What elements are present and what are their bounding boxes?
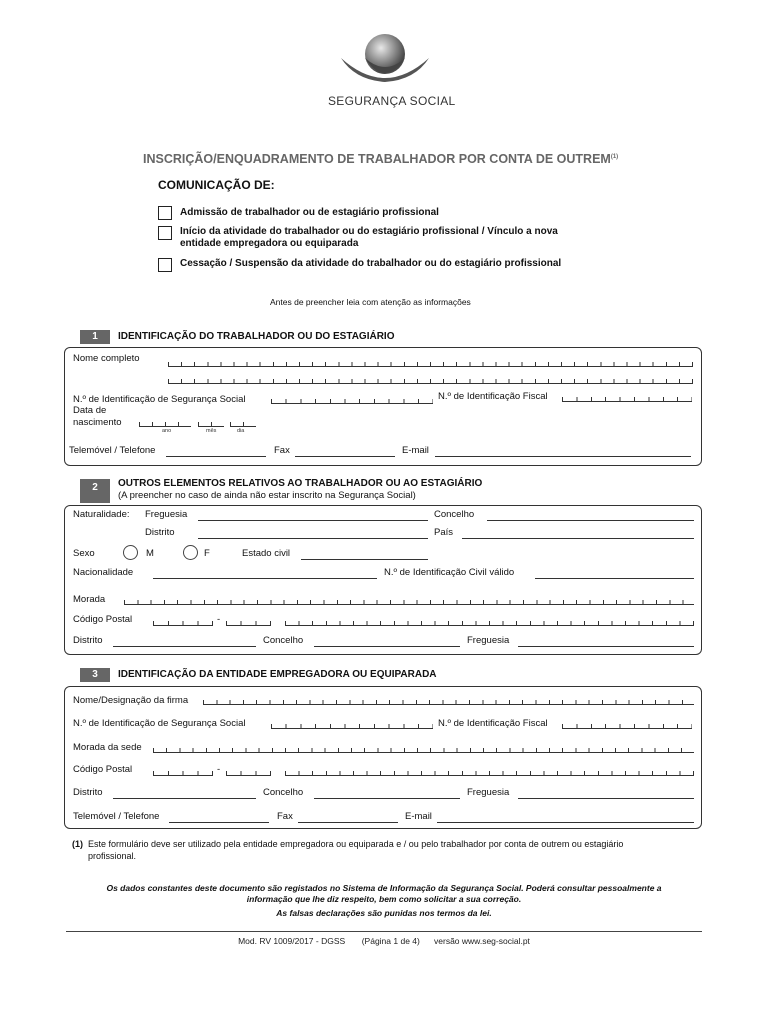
codigo-postal-dash: - xyxy=(217,614,221,625)
intro-note: Antes de preencher leia com atenção as informações xyxy=(270,297,471,307)
entidade-niss-field[interactable] xyxy=(271,716,433,729)
footnote-marker: (1) xyxy=(72,839,83,849)
concelho2-field[interactable] xyxy=(314,646,460,647)
concelho-label: Concelho xyxy=(434,509,475,520)
comunicacao-label: COMUNICAÇÃO DE: xyxy=(158,178,275,192)
section3-number: 3 xyxy=(80,668,110,682)
section3-title: IDENTIFICAÇÃO DA ENTIDADE EMPREGADORA OU EQUIPARADA xyxy=(118,669,437,680)
model-code: Mod. RV 1009/2017 - DGSS xyxy=(238,936,346,946)
codigo-postal-label: Código Postal xyxy=(73,614,133,625)
telemovel-label: Telemóvel / Telefone xyxy=(69,445,156,456)
email-field[interactable] xyxy=(435,456,691,457)
entidade-niss-label: N.º de Identificação de Segurança Social xyxy=(73,718,246,729)
legal-line-2: informação que lhe diz respeito, bem como solicitar a sua correção. xyxy=(246,894,522,904)
entidade-freguesia-label: Freguesia xyxy=(467,787,510,798)
pais-label: País xyxy=(434,527,454,538)
section3-panel xyxy=(64,686,702,829)
nome-completo-label: Nome completo xyxy=(73,353,140,364)
morada-field[interactable] xyxy=(124,592,694,605)
entidade-concelho-field[interactable] xyxy=(314,798,460,799)
sexo-label: Sexo xyxy=(73,548,95,559)
option-admissao-label: Admissão de trabalhador ou de estagiário profissional xyxy=(180,207,439,218)
entidade-telemovel-label: Telemóvel / Telefone xyxy=(73,811,160,822)
estado-civil-label: Estado civil xyxy=(242,548,291,559)
logo-text: SEGURANÇA SOCIAL xyxy=(328,94,456,108)
localidade-postal-field[interactable] xyxy=(285,613,694,626)
nacionalidade-field[interactable] xyxy=(153,578,377,579)
fax-label: Fax xyxy=(274,445,290,456)
freguesia2-label: Freguesia xyxy=(467,635,510,646)
nif-field[interactable] xyxy=(562,389,692,402)
version-link[interactable]: versão www.seg-social.pt xyxy=(434,936,530,946)
segurança-social-logo-icon xyxy=(335,28,435,88)
niss-label: N.º de Identificação de Segurança Social xyxy=(73,394,246,405)
footer-rule xyxy=(66,931,702,932)
pais-field[interactable] xyxy=(462,538,694,539)
firma-label: Nome/Designação da firma xyxy=(73,695,189,706)
freguesia-label: Freguesia xyxy=(145,509,188,520)
entidade-distrito-field[interactable] xyxy=(113,798,256,799)
entidade-codigo-postal-field-a[interactable] xyxy=(153,763,213,776)
section2-number: 2 xyxy=(80,479,110,503)
entidade-fax-field[interactable] xyxy=(298,822,398,823)
form-title xyxy=(143,152,618,166)
morada-sede-label: Morada da sede xyxy=(73,742,142,753)
fax-field[interactable] xyxy=(295,456,395,457)
footnote-text-1: Este formulário deve ser utilizado pela entidade empregadora ou equiparada e / ou pelo trabalhador por conta de outrem ou estagiário xyxy=(88,839,624,849)
nacionalidade-label: Nacionalidade xyxy=(73,567,134,578)
checkbox-cessacao[interactable] xyxy=(158,258,172,272)
telemovel-field[interactable] xyxy=(166,456,266,457)
distrito-field[interactable] xyxy=(198,538,428,539)
entidade-nif-field[interactable] xyxy=(562,716,692,729)
data-nascimento-label-2: nascimento xyxy=(73,417,122,428)
section1-number: 1 xyxy=(80,330,110,344)
entidade-nif-label: N.º de Identificação Fiscal xyxy=(438,718,548,729)
distrito2-field[interactable] xyxy=(113,646,256,647)
checkbox-admissao[interactable] xyxy=(158,206,172,220)
form-title-text: INSCRIÇÃO/ENQUADRAMENTO DE TRABALHADOR POR CONTA DE OUTREM xyxy=(143,152,611,166)
email-label: E-mail xyxy=(402,445,429,456)
sexo-f-radio[interactable] xyxy=(183,545,198,560)
sexo-m-label: M xyxy=(146,548,154,559)
dia-caption: dia xyxy=(237,428,245,434)
page-number: (Página 1 de 4) xyxy=(361,936,420,946)
data-nascimento-label-1: Data de xyxy=(73,405,107,416)
option-inicio-label-line2: entidade empregadora ou equiparada xyxy=(180,238,359,249)
footnote-text-2: profissional. xyxy=(88,851,137,861)
logo xyxy=(335,28,435,88)
firma-field[interactable] xyxy=(203,692,694,705)
section2-title: OUTROS ELEMENTOS RELATIVOS AO TRABALHADOR OU AO ESTAGIÁRIO xyxy=(118,478,483,489)
entidade-codigo-postal-dash: - xyxy=(217,764,221,775)
sexo-m-radio[interactable] xyxy=(123,545,138,560)
morada-label: Morada xyxy=(73,594,106,605)
distrito2-label: Distrito xyxy=(73,635,103,646)
entidade-freguesia-field[interactable] xyxy=(518,798,694,799)
morada-sede-field[interactable] xyxy=(153,740,694,753)
entidade-codigo-postal-label: Código Postal xyxy=(73,764,133,775)
codigo-postal-field-b[interactable] xyxy=(226,613,271,626)
freguesia2-field[interactable] xyxy=(518,646,694,647)
legal-line-3: As falsas declarações são punidas nos termos da lei. xyxy=(276,908,492,918)
title-footnote-marker: (1) xyxy=(610,153,619,160)
entidade-fax-label: Fax xyxy=(277,811,293,822)
codigo-postal-field-a[interactable] xyxy=(153,613,213,626)
naturalidade-label: Naturalidade: xyxy=(73,509,130,520)
option-inicio-label: Início da atividade do trabalhador ou do estagiário profissional / Vínculo a nova xyxy=(180,226,558,237)
page-footer xyxy=(0,936,768,946)
entidade-distrito-label: Distrito xyxy=(73,787,103,798)
entidade-concelho-label: Concelho xyxy=(263,787,304,798)
option-cessacao-label: Cessação / Suspensão da atividade do trabalhador ou do estagiário profissional xyxy=(180,258,562,269)
estado-civil-field[interactable] xyxy=(301,559,428,560)
entidade-telemovel-field[interactable] xyxy=(169,822,269,823)
freguesia-field[interactable] xyxy=(198,520,428,521)
entidade-email-field[interactable] xyxy=(437,822,694,823)
data-nascimento-ano-field[interactable] xyxy=(139,414,191,427)
legal-line-1: Os dados constantes deste documento são registados no Sistema de Informação da Segurança Social. Poderá consultar pessoalmente a xyxy=(106,883,662,893)
data-nascimento-mes-field[interactable] xyxy=(198,414,224,427)
nic-label: N.º de Identificação Civil válido xyxy=(384,567,515,578)
nif-label: N.º de Identificação Fiscal xyxy=(438,391,548,402)
mes-caption: mês xyxy=(206,428,217,434)
entidade-localidade-postal-field[interactable] xyxy=(285,763,694,776)
nic-field[interactable] xyxy=(535,578,694,579)
concelho-field[interactable] xyxy=(487,520,694,521)
data-nascimento-dia-field[interactable] xyxy=(230,414,256,427)
section1-title: IDENTIFICAÇÃO DO TRABALHADOR OU DO ESTAGIÁRIO xyxy=(118,331,395,342)
entidade-codigo-postal-field-b[interactable] xyxy=(226,763,271,776)
sexo-f-label: F xyxy=(204,548,210,559)
niss-field[interactable] xyxy=(271,391,433,404)
entidade-email-label: E-mail xyxy=(405,811,432,822)
nome-completo-field-line2[interactable] xyxy=(168,371,693,384)
ano-caption: ano xyxy=(162,428,172,434)
checkbox-inicio-atividade[interactable] xyxy=(158,226,172,240)
section2-subtitle: (A preencher no caso de ainda não estar inscrito na Segurança Social) xyxy=(118,490,416,501)
distrito-label: Distrito xyxy=(145,527,175,538)
concelho2-label: Concelho xyxy=(263,635,304,646)
nome-completo-field-line1[interactable] xyxy=(168,354,693,367)
